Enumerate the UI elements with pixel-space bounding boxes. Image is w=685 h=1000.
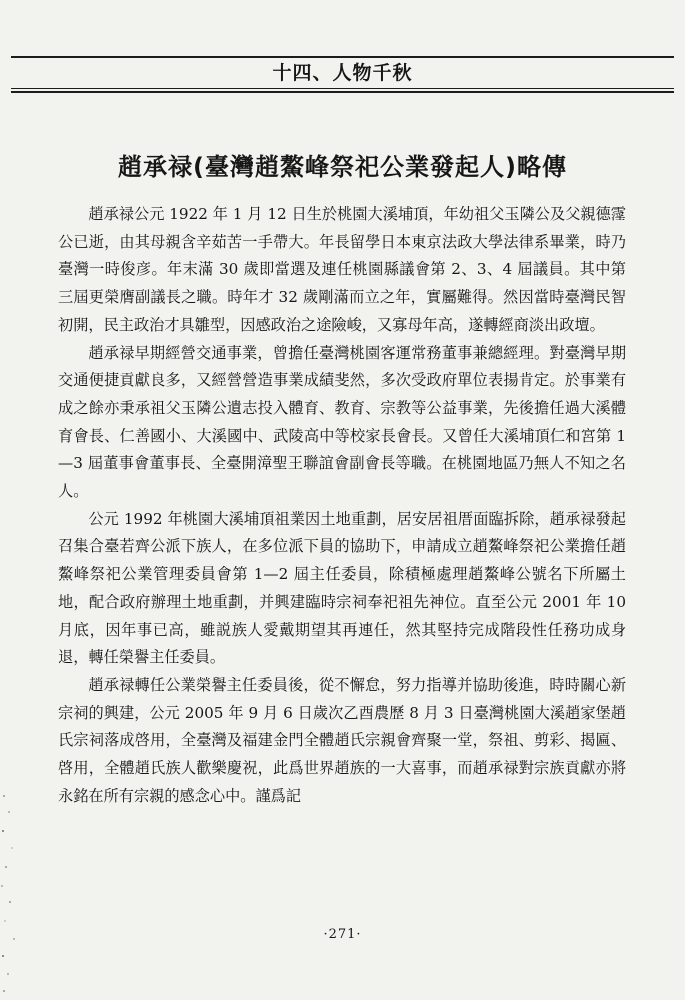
paragraph-3: 公元 1992 年桃園大溪埔頂祖業因土地重劃，居安居祖厝面臨拆除，趙承禄發起召集合臺若齊公派下族人，在多位派下員的協助下，申請成立趙鰲峰祭祀公業擔任趙鰲峰祭祀公業管理委員會第 1—2 屆主任委員，除積極處理趙鰲峰公號名下所屬土地，配合政府辦理土地重劃，并興建臨時宗祠奉祀祖先神位。直至公元 2001 年 10 月底，因年事已高，雖説族人愛戴期望其再連任，然其堅持完成階段性任務功成身退，轉任榮譽主任委員。 <box>58 509 626 667</box>
paragraph-2: 趙承禄早期經營交通事業，曾擔任臺灣桃園客運常務董事兼總經理。對臺灣早期交通便捷貢獻良多，又經營營造事業成績斐然，多次受政府單位表揚肯定。於事業有成之餘亦秉承祖父玉隣公遺志投入體育、教育、宗教等公益事業，先後擔任過大溪體育會長、仁善國小、大溪國中、武陵高中等校家長會長。又曾任大溪埔頂仁和宮第 1—3 屆董事會董事長、全臺開漳聖王聯誼會副會長等職。在桃園地區乃無人不知之名人。 <box>58 343 626 501</box>
article-body <box>58 201 626 810</box>
scan-artifact-dots <box>0 790 22 1000</box>
header-bottom-rule-thick <box>11 91 674 93</box>
header-top-rule <box>11 56 674 58</box>
paragraph-4: 趙承禄轉任公業榮譽主任委員後，從不懈怠，努力指導并協助後進，時時關心新宗祠的興建，公元 2005 年 9 月 6 日歲次乙酉農歷 8 月 3 日臺灣桃園大溪趙家堡趙氏宗祠落成啓用，全臺灣及福建金門全體趙氏宗親會齊聚一堂，祭祖、剪彩、揭匾、啓用，全體趙氏族人歡樂慶祝，此爲世界趙族的一大喜事，而趙承禄對宗族貢獻亦將永銘在所有宗親的感念心中。謹爲記 <box>58 675 626 805</box>
paragraph-1: 趙承禄公元 1922 年 1 月 12 日生於桃園大溪埔頂，年幼祖父玉隣公及父親德霪公已逝，由其母親含辛茹苦一手帶大。年長留學日本東京法政大學法律系畢業，時乃臺灣一時俊彦。年末滿 30 歲即當選及連任桃園縣議會第 2、3、4 屆議員。其中第三屆更榮膺副議長之職。時年才 32 歲剛滿而立之年，實屬難得。然因當時臺灣民智初開，民主政治才具雛型，因感政治之途險峻，又寡母年高，遂轉經商淡出政壇。 <box>58 205 626 334</box>
header-bottom-rule-thin <box>11 88 674 89</box>
page-number: ·271· <box>323 927 362 942</box>
section-title: 十四、人物千秋 <box>272 62 413 84</box>
article-title: 趙承禄(臺灣趙鰲峰祭祀公業發起人)略傳 <box>118 153 567 181</box>
